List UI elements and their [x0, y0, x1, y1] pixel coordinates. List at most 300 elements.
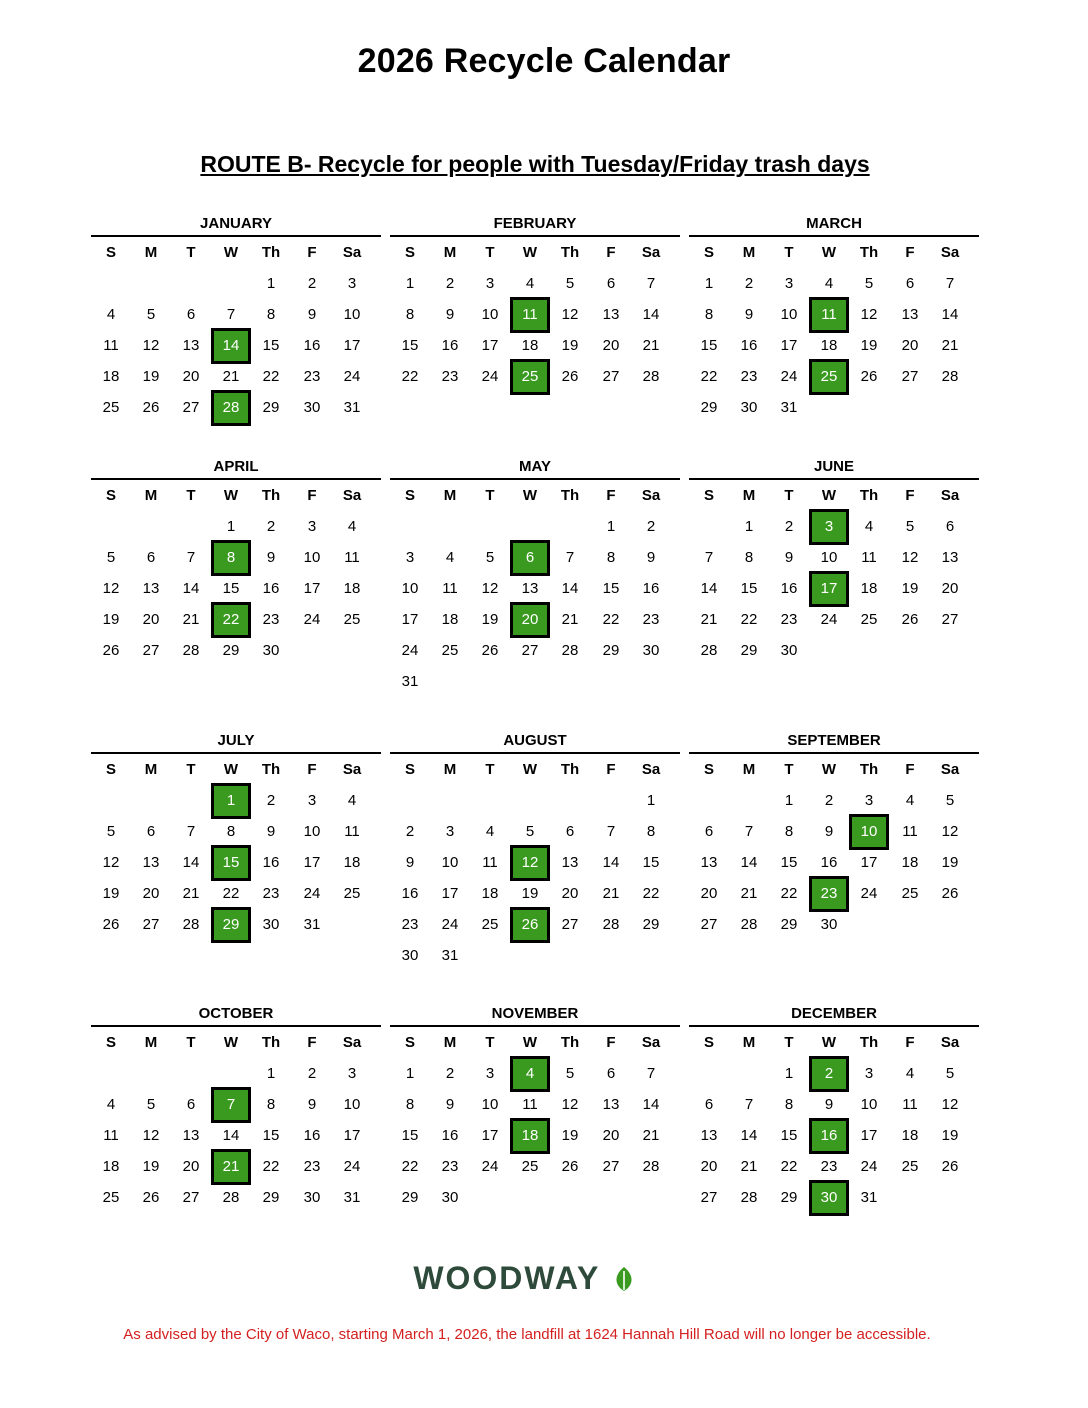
- weekday-header: T: [485, 1034, 495, 1051]
- day-cell: 1: [784, 1065, 794, 1082]
- day-cell: 18: [521, 337, 539, 354]
- day-cell: 13: [182, 337, 200, 354]
- day-cell: 4: [347, 792, 357, 809]
- day-cell: 7: [646, 1065, 656, 1082]
- recycle-day: 28: [211, 390, 251, 426]
- day-cell: 9: [266, 549, 276, 566]
- day-cell: 11: [344, 549, 360, 566]
- day-cell: 23: [303, 368, 321, 385]
- day-cell: 6: [146, 549, 156, 566]
- day-cell: 12: [860, 306, 878, 323]
- day-cell: 1: [266, 1065, 276, 1082]
- day-cell: 15: [401, 337, 419, 354]
- weekday-header: S: [105, 1034, 116, 1051]
- day-cell: 30: [740, 399, 758, 416]
- day-cell: 23: [303, 1158, 321, 1175]
- day-cell: 9: [824, 1096, 834, 1113]
- recycle-day: 21: [211, 1149, 251, 1185]
- weekday-header: F: [905, 244, 915, 261]
- day-cell: 14: [222, 1127, 240, 1144]
- weekday-header: F: [307, 487, 317, 504]
- day-cell: 1: [266, 275, 276, 292]
- day-cell: 1: [606, 518, 616, 535]
- day-cell: 19: [561, 1127, 579, 1144]
- recycle-day: 30: [809, 1180, 849, 1216]
- day-cell: 15: [700, 337, 718, 354]
- day-cell: 12: [102, 854, 120, 871]
- day-cell: 7: [186, 549, 196, 566]
- day-cell: 5: [525, 823, 535, 840]
- weekday-header: T: [186, 761, 196, 778]
- day-cell: 17: [343, 1127, 361, 1144]
- day-cell: 5: [106, 549, 116, 566]
- day-cell: 6: [905, 275, 915, 292]
- day-cell: 7: [744, 1096, 754, 1113]
- weekday-header: Sa: [342, 487, 362, 504]
- day-cell: 20: [561, 885, 579, 902]
- day-cell: 27: [901, 368, 919, 385]
- day-cell: 23: [441, 368, 459, 385]
- day-cell: 24: [303, 885, 321, 902]
- day-cell: 14: [561, 580, 579, 597]
- day-cell: 5: [945, 1065, 955, 1082]
- day-cell: 2: [445, 275, 455, 292]
- day-cell: 19: [901, 580, 919, 597]
- day-cell: 22: [780, 1158, 798, 1175]
- day-cell: 7: [565, 549, 575, 566]
- weekday-header: S: [404, 761, 415, 778]
- weekday-header: M: [742, 487, 756, 504]
- day-cell: 4: [106, 306, 116, 323]
- weekday-header: Sa: [342, 244, 362, 261]
- day-cell: 17: [860, 1127, 878, 1144]
- day-cell: 16: [303, 1127, 321, 1144]
- weekday-header: W: [821, 244, 837, 261]
- month-february: [390, 214, 680, 385]
- month-name: SEPTEMBER: [787, 732, 881, 749]
- day-cell: 14: [740, 854, 758, 871]
- recycle-day: 10: [849, 814, 889, 850]
- day-cell: 3: [347, 1065, 357, 1082]
- weekday-header: W: [223, 761, 239, 778]
- day-cell: 9: [405, 854, 415, 871]
- day-cell: 28: [222, 1189, 240, 1206]
- day-cell: 28: [602, 916, 620, 933]
- day-cell: 4: [485, 823, 495, 840]
- weekday-header: W: [522, 761, 538, 778]
- weekday-header: T: [784, 1034, 794, 1051]
- day-cell: 22: [401, 1158, 419, 1175]
- day-cell: 25: [102, 1189, 120, 1206]
- day-cell: 9: [445, 1096, 455, 1113]
- day-cell: 11: [861, 549, 877, 566]
- day-cell: 5: [146, 1096, 156, 1113]
- weekday-header: Th: [560, 487, 580, 504]
- month-october: [91, 1004, 381, 1206]
- day-cell: 9: [646, 549, 656, 566]
- day-cell: 15: [780, 1127, 798, 1144]
- month-july: [91, 731, 381, 933]
- route-subtitle: ROUTE B- Recycle for people with Tuesday/Friday trash days: [200, 151, 870, 177]
- month-name: AUGUST: [503, 732, 567, 749]
- weekday-header: T: [186, 487, 196, 504]
- day-cell: 13: [561, 854, 579, 871]
- day-cell: 6: [186, 306, 196, 323]
- day-cell: 16: [401, 885, 419, 902]
- weekday-header: Sa: [342, 761, 362, 778]
- day-cell: 1: [784, 792, 794, 809]
- day-cell: 7: [606, 823, 616, 840]
- page-title: 2026 Recycle Calendar: [357, 42, 731, 80]
- recycle-day: 23: [809, 876, 849, 912]
- day-cell: 20: [602, 1127, 620, 1144]
- day-cell: 27: [700, 916, 718, 933]
- day-cell: 5: [146, 306, 156, 323]
- day-cell: 24: [820, 611, 838, 628]
- day-cell: 2: [266, 518, 276, 535]
- weekday-header: M: [443, 244, 457, 261]
- day-cell: 25: [102, 399, 120, 416]
- month-september: [689, 731, 979, 933]
- day-cell: 12: [941, 1096, 959, 1113]
- day-cell: 14: [642, 1096, 660, 1113]
- day-cell: 3: [864, 1065, 874, 1082]
- day-cell: 11: [103, 337, 119, 354]
- day-cell: 5: [565, 275, 575, 292]
- day-cell: 19: [941, 1127, 959, 1144]
- day-cell: 20: [182, 1158, 200, 1175]
- day-cell: 12: [481, 580, 499, 597]
- recycle-day: 1: [211, 783, 251, 819]
- day-cell: 15: [602, 580, 620, 597]
- day-cell: 18: [481, 885, 499, 902]
- month-name: MAY: [519, 458, 551, 475]
- day-cell: 4: [525, 275, 535, 292]
- day-cell: 26: [941, 885, 959, 902]
- day-cell: 7: [945, 275, 955, 292]
- day-cell: 31: [303, 916, 321, 933]
- day-cell: 24: [780, 368, 798, 385]
- day-cell: 13: [700, 1127, 718, 1144]
- month-name: OCTOBER: [198, 1005, 274, 1022]
- day-cell: 9: [445, 306, 455, 323]
- day-cell: 21: [740, 885, 758, 902]
- day-cell: 25: [343, 885, 361, 902]
- day-cell: 10: [343, 1096, 361, 1113]
- month-january: [91, 214, 381, 416]
- weekday-header: S: [703, 244, 714, 261]
- day-cell: 21: [222, 368, 240, 385]
- recycle-day: 16: [809, 1118, 849, 1154]
- day-cell: 8: [226, 823, 236, 840]
- weekday-header: Th: [261, 244, 281, 261]
- day-cell: 18: [901, 1127, 919, 1144]
- recycle-day: 2: [809, 1056, 849, 1092]
- weekday-header: Sa: [940, 244, 960, 261]
- day-cell: 2: [646, 518, 656, 535]
- day-cell: 5: [945, 792, 955, 809]
- day-cell: 3: [784, 275, 794, 292]
- day-cell: 20: [142, 611, 160, 628]
- weekday-header: M: [443, 761, 457, 778]
- day-cell: 21: [642, 1127, 660, 1144]
- day-cell: 13: [602, 1096, 620, 1113]
- day-cell: 10: [481, 306, 499, 323]
- day-cell: 1: [646, 792, 656, 809]
- day-cell: 25: [901, 1158, 919, 1175]
- weekday-header: Th: [560, 1034, 580, 1051]
- day-cell: 19: [561, 337, 579, 354]
- day-cell: 18: [343, 580, 361, 597]
- day-cell: 25: [901, 885, 919, 902]
- day-cell: 10: [303, 549, 321, 566]
- weekday-header: W: [223, 487, 239, 504]
- day-cell: 13: [521, 580, 539, 597]
- day-cell: 20: [941, 580, 959, 597]
- day-cell: 5: [864, 275, 874, 292]
- day-cell: 26: [142, 1189, 160, 1206]
- day-cell: 2: [307, 275, 317, 292]
- month-name: FEBRUARY: [493, 215, 577, 232]
- month-name: NOVEMBER: [491, 1005, 579, 1022]
- day-cell: 23: [642, 611, 660, 628]
- recycle-day: 6: [510, 540, 550, 576]
- day-cell: 4: [824, 275, 834, 292]
- month-march: [689, 214, 979, 416]
- day-cell: 29: [700, 399, 718, 416]
- day-cell: 20: [142, 885, 160, 902]
- weekday-header: F: [307, 1034, 317, 1051]
- day-cell: 19: [481, 611, 499, 628]
- day-cell: 30: [303, 399, 321, 416]
- month-june: [689, 457, 979, 659]
- month-name: JULY: [217, 732, 255, 749]
- day-cell: 2: [445, 1065, 455, 1082]
- day-cell: 16: [262, 854, 280, 871]
- day-cell: 23: [740, 368, 758, 385]
- day-cell: 31: [401, 673, 419, 690]
- day-cell: 27: [561, 916, 579, 933]
- day-cell: 22: [602, 611, 620, 628]
- day-cell: 7: [226, 306, 236, 323]
- day-cell: 25: [521, 1158, 539, 1175]
- weekday-header: T: [485, 761, 495, 778]
- day-cell: 21: [182, 611, 200, 628]
- day-cell: 3: [307, 792, 317, 809]
- day-cell: 19: [860, 337, 878, 354]
- day-cell: 23: [401, 916, 419, 933]
- day-cell: 9: [266, 823, 276, 840]
- day-cell: 31: [441, 947, 459, 964]
- day-cell: 1: [226, 518, 236, 535]
- day-cell: 4: [445, 549, 455, 566]
- logo-text: WOODWAY: [413, 1260, 600, 1296]
- day-cell: 21: [561, 611, 579, 628]
- day-cell: 13: [142, 580, 160, 597]
- weekday-header: Th: [560, 761, 580, 778]
- day-cell: 13: [700, 854, 718, 871]
- month-name: JANUARY: [200, 215, 272, 232]
- day-cell: 14: [602, 854, 620, 871]
- weekday-header: T: [784, 487, 794, 504]
- day-cell: 30: [780, 642, 798, 659]
- day-cell: 1: [405, 275, 415, 292]
- month-name: DECEMBER: [791, 1005, 877, 1022]
- weekday-header: M: [144, 487, 158, 504]
- weekday-header: S: [404, 487, 415, 504]
- day-cell: 6: [565, 823, 575, 840]
- day-cell: 10: [820, 549, 838, 566]
- day-cell: 13: [901, 306, 919, 323]
- day-cell: 16: [642, 580, 660, 597]
- day-cell: 9: [824, 823, 834, 840]
- day-cell: 28: [740, 916, 758, 933]
- day-cell: 5: [106, 823, 116, 840]
- weekday-header: W: [223, 1034, 239, 1051]
- day-cell: 7: [744, 823, 754, 840]
- day-cell: 5: [485, 549, 495, 566]
- day-cell: 24: [401, 642, 419, 659]
- day-cell: 24: [303, 611, 321, 628]
- weekday-header: S: [703, 1034, 714, 1051]
- weekday-header: M: [443, 487, 457, 504]
- recycle-day: 7: [211, 1087, 251, 1123]
- day-cell: 17: [481, 1127, 499, 1144]
- weekday-header: W: [821, 1034, 837, 1051]
- day-cell: 17: [441, 885, 459, 902]
- day-cell: 4: [905, 792, 915, 809]
- day-cell: 30: [401, 947, 419, 964]
- day-cell: 5: [905, 518, 915, 535]
- weekday-header: S: [703, 487, 714, 504]
- day-cell: 22: [740, 611, 758, 628]
- day-cell: 23: [780, 611, 798, 628]
- day-cell: 24: [481, 368, 499, 385]
- day-cell: 18: [901, 854, 919, 871]
- day-cell: 26: [860, 368, 878, 385]
- day-cell: 7: [186, 823, 196, 840]
- day-cell: 31: [343, 1189, 361, 1206]
- recycle-day: 11: [510, 297, 550, 333]
- day-cell: 7: [646, 275, 656, 292]
- day-cell: 24: [441, 916, 459, 933]
- recycle-day: 12: [510, 845, 550, 881]
- month-name: MARCH: [806, 215, 862, 232]
- day-cell: 26: [561, 1158, 579, 1175]
- day-cell: 2: [824, 792, 834, 809]
- day-cell: 17: [303, 854, 321, 871]
- day-cell: 2: [266, 792, 276, 809]
- day-cell: 8: [266, 1096, 276, 1113]
- day-cell: 20: [700, 1158, 718, 1175]
- day-cell: 25: [860, 611, 878, 628]
- day-cell: 29: [740, 642, 758, 659]
- month-august: [390, 731, 680, 964]
- day-cell: 4: [106, 1096, 116, 1113]
- day-cell: 13: [142, 854, 160, 871]
- day-cell: 20: [901, 337, 919, 354]
- day-cell: 6: [186, 1096, 196, 1113]
- day-cell: 30: [262, 916, 280, 933]
- weekday-header: Sa: [940, 1034, 960, 1051]
- weekday-header: M: [742, 761, 756, 778]
- weekday-header: T: [186, 244, 196, 261]
- weekday-header: Th: [261, 1034, 281, 1051]
- weekday-header: Sa: [940, 487, 960, 504]
- day-cell: 12: [142, 1127, 160, 1144]
- month-may: [390, 457, 680, 690]
- weekday-header: Th: [261, 487, 281, 504]
- day-cell: 24: [481, 1158, 499, 1175]
- day-cell: 29: [602, 642, 620, 659]
- weekday-header: Th: [859, 487, 879, 504]
- day-cell: 6: [606, 275, 616, 292]
- day-cell: 27: [521, 642, 539, 659]
- day-cell: 9: [307, 1096, 317, 1113]
- day-cell: 12: [561, 306, 579, 323]
- day-cell: 22: [262, 1158, 280, 1175]
- day-cell: 22: [262, 368, 280, 385]
- day-cell: 30: [441, 1189, 459, 1206]
- day-cell: 18: [102, 1158, 120, 1175]
- day-cell: 15: [780, 854, 798, 871]
- day-cell: 30: [262, 642, 280, 659]
- day-cell: 29: [780, 916, 798, 933]
- weekday-header: S: [105, 487, 116, 504]
- day-cell: 27: [182, 399, 200, 416]
- day-cell: 6: [945, 518, 955, 535]
- weekday-header: W: [522, 487, 538, 504]
- day-cell: 26: [102, 916, 120, 933]
- day-cell: 7: [704, 549, 714, 566]
- weekday-header: M: [742, 1034, 756, 1051]
- day-cell: 17: [860, 854, 878, 871]
- day-cell: 25: [441, 642, 459, 659]
- day-cell: 14: [700, 580, 718, 597]
- day-cell: 15: [642, 854, 660, 871]
- day-cell: 22: [222, 885, 240, 902]
- day-cell: 11: [103, 1127, 119, 1144]
- day-cell: 20: [182, 368, 200, 385]
- weekday-header: Sa: [940, 761, 960, 778]
- day-cell: 30: [820, 916, 838, 933]
- day-cell: 10: [441, 854, 459, 871]
- day-cell: 25: [343, 611, 361, 628]
- day-cell: 29: [262, 1189, 280, 1206]
- day-cell: 3: [347, 275, 357, 292]
- day-cell: 3: [485, 1065, 495, 1082]
- day-cell: 27: [602, 368, 620, 385]
- weekday-header: T: [186, 1034, 196, 1051]
- recycle-day: 3: [809, 509, 849, 545]
- day-cell: 26: [941, 1158, 959, 1175]
- day-cell: 27: [182, 1189, 200, 1206]
- weekday-header: T: [784, 761, 794, 778]
- woodway-logo: [0, 1260, 1050, 1297]
- day-cell: 28: [941, 368, 959, 385]
- weekday-header: F: [606, 244, 616, 261]
- day-cell: 24: [343, 368, 361, 385]
- day-cell: 10: [481, 1096, 499, 1113]
- weekday-header: W: [821, 761, 837, 778]
- day-cell: 29: [642, 916, 660, 933]
- day-cell: 3: [864, 792, 874, 809]
- recycle-day: 25: [510, 359, 550, 395]
- day-cell: 26: [142, 399, 160, 416]
- day-cell: 28: [642, 1158, 660, 1175]
- day-cell: 8: [405, 1096, 415, 1113]
- day-cell: 19: [102, 885, 120, 902]
